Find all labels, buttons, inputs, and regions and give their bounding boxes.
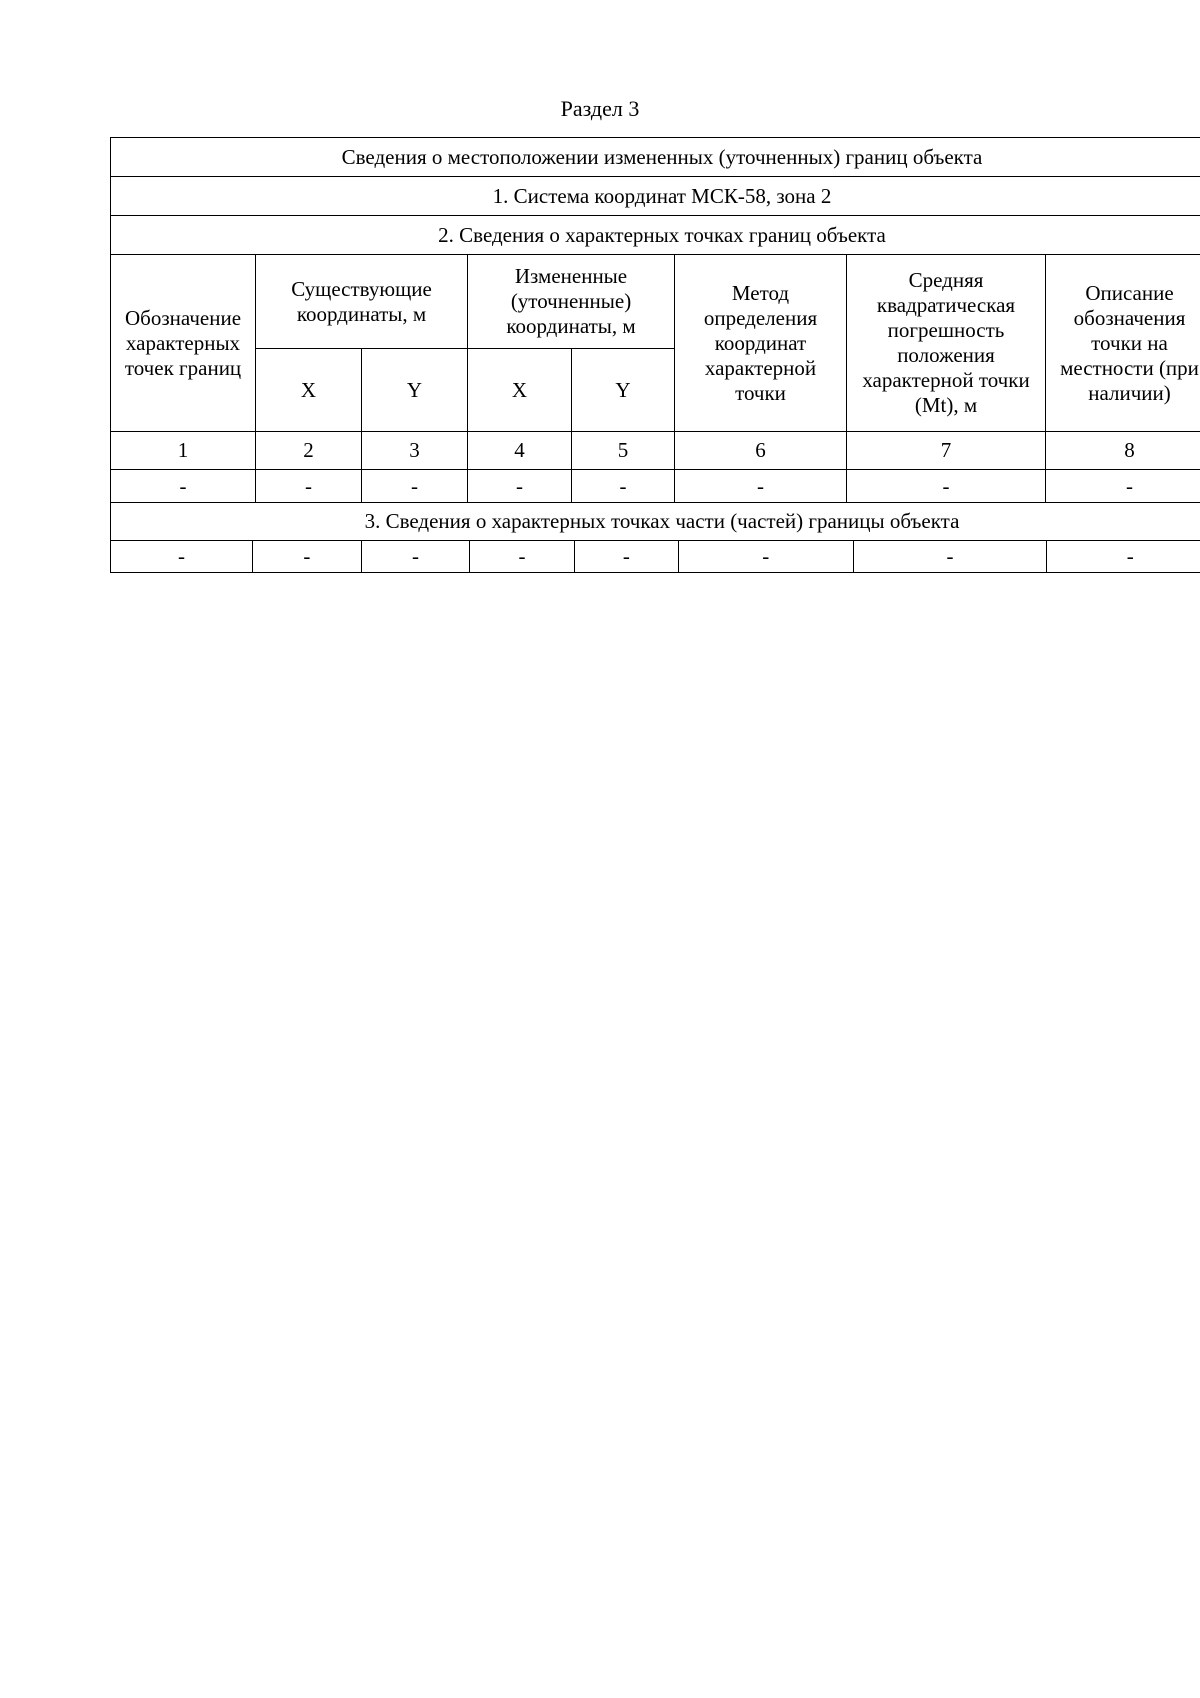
table-cell: - bbox=[362, 470, 468, 503]
table-cell: - bbox=[111, 541, 253, 572]
table-cell: - bbox=[847, 470, 1046, 503]
points-heading: 2. Сведения о характерных точках границ объекта bbox=[111, 216, 1200, 255]
header-changed-x: X bbox=[468, 349, 572, 432]
boundary-points-table bbox=[110, 137, 1200, 573]
table-cell: - bbox=[253, 541, 362, 572]
header-description: Описание обозначения точки на местности (при наличии) bbox=[1046, 255, 1200, 432]
column-number: 2 bbox=[256, 432, 362, 470]
table-cell: - bbox=[574, 541, 678, 572]
table-cell: - bbox=[470, 541, 574, 572]
table-cell: - bbox=[675, 470, 847, 503]
table-row bbox=[111, 470, 1200, 503]
table-cell: - bbox=[361, 541, 470, 572]
column-number: 4 bbox=[468, 432, 572, 470]
table-cell: - bbox=[1126, 544, 1134, 568]
header-existing-y: Y bbox=[362, 349, 468, 432]
table-cell: - bbox=[256, 470, 362, 503]
column-number: 3 bbox=[362, 432, 468, 470]
column-number-row bbox=[111, 432, 1200, 470]
column-number: 1 bbox=[111, 432, 256, 470]
table-cell: - bbox=[1046, 470, 1200, 503]
parts-row-container bbox=[111, 541, 1200, 573]
table-cell: - bbox=[678, 541, 853, 572]
header-existing-coordinates: Существующие координаты, м bbox=[256, 255, 468, 349]
column-number: 7 bbox=[847, 432, 1046, 470]
header-mean-error: Средняя квадратическая погрешность положения характерной точки (Mt), м bbox=[847, 255, 1046, 432]
table-cell: - bbox=[853, 541, 1047, 572]
header-point-designation: Обозначение характерных точек границ bbox=[111, 255, 256, 432]
table-cell: - bbox=[572, 470, 675, 503]
header-changed-y: Y bbox=[572, 349, 675, 432]
parts-table bbox=[111, 541, 1200, 572]
coordinate-system: 1. Система координат МСК-58, зона 2 bbox=[111, 177, 1200, 216]
header-method: Метод определения координат характерной точки bbox=[675, 255, 847, 432]
parts-heading: 3. Сведения о характерных точках части (частей) границы объекта bbox=[111, 503, 1200, 541]
table-row bbox=[111, 541, 1200, 572]
column-number: 6 bbox=[675, 432, 847, 470]
table-cell: - bbox=[468, 470, 572, 503]
header-existing-x: X bbox=[256, 349, 362, 432]
table-title: Сведения о местоположении измененных (уточненных) границ объекта bbox=[111, 138, 1200, 177]
header-changed-coordinates: Измененные (уточненные) координаты, м bbox=[468, 255, 675, 349]
table-cell: - bbox=[111, 470, 256, 503]
column-number: 8 bbox=[1046, 432, 1200, 470]
section-title: Раздел 3 bbox=[560, 96, 640, 121]
column-number: 5 bbox=[572, 432, 675, 470]
